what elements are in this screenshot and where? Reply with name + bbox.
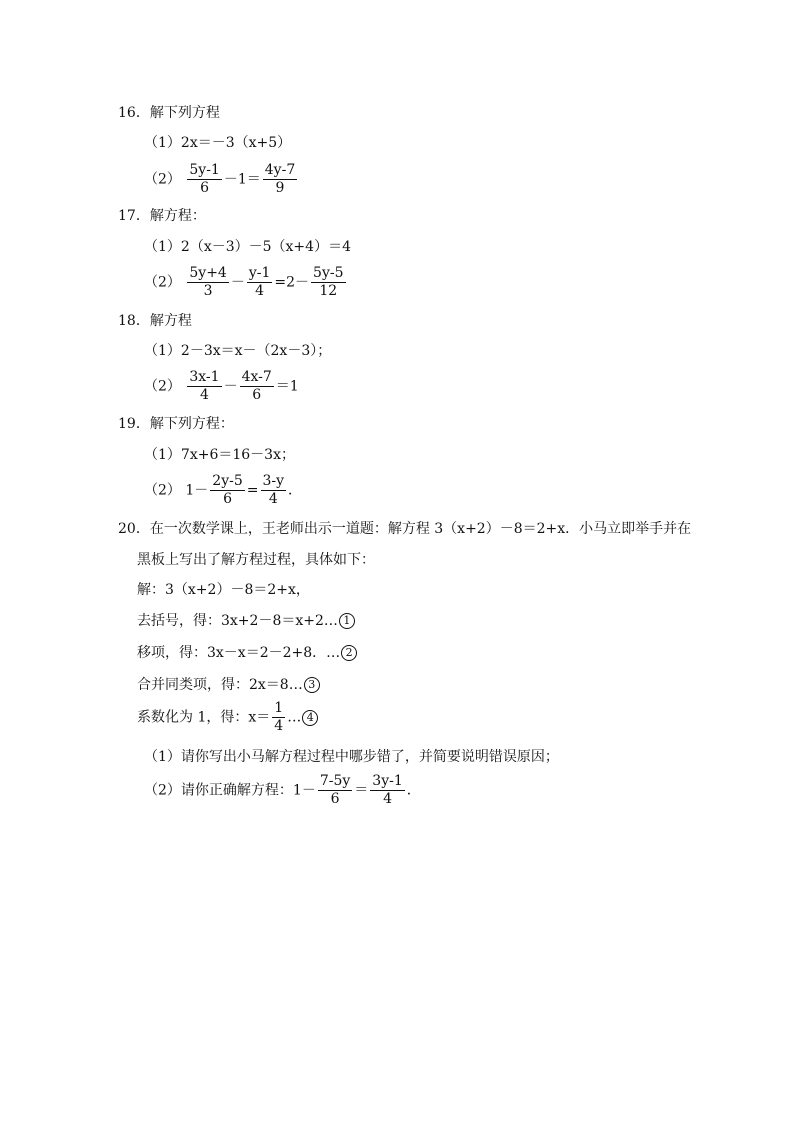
q18-part1-label: （1）	[144, 343, 181, 359]
operator: =	[246, 482, 259, 499]
q19-part1	[144, 445, 295, 465]
circled-number: 4	[302, 710, 318, 726]
step-text: 系数化为 1，得：x＝	[137, 709, 271, 726]
denominator: 4	[274, 718, 284, 734]
fraction	[247, 265, 273, 300]
q16-part2-label: （2）	[144, 171, 181, 188]
fraction	[261, 473, 287, 508]
fraction	[210, 473, 244, 508]
q20-part2	[144, 773, 421, 808]
operator: 1－	[185, 482, 209, 499]
q20-step3	[137, 675, 320, 695]
numerator: 3y-1	[372, 773, 403, 789]
q17-part2	[144, 265, 348, 300]
fraction	[187, 265, 228, 300]
q18-part1	[144, 341, 331, 361]
fraction	[311, 265, 345, 300]
numerator: 3-y	[262, 473, 285, 489]
denominator: 6	[330, 791, 340, 807]
q16-part1-equation: 2x＝－3（x+5）	[180, 135, 292, 151]
q16-title: 16．解下列方程	[118, 105, 220, 121]
operator: ＝1	[275, 378, 299, 395]
step-text: 合并同类项，得：2x＝8…	[137, 677, 303, 693]
circled-number: 1	[339, 613, 355, 629]
operator: －1＝	[223, 171, 261, 188]
operator: －	[223, 378, 238, 395]
fraction	[187, 369, 221, 404]
numerator: 5y-1	[189, 162, 220, 178]
q16-part1	[144, 133, 291, 153]
numerator: 4x-7	[241, 369, 272, 385]
operator: ．	[406, 782, 421, 799]
denominator: 3	[203, 283, 213, 299]
numerator: 2y-5	[212, 473, 243, 489]
fraction	[272, 700, 285, 735]
numerator: y-1	[248, 265, 271, 281]
q19-part1-equation: 7x+6＝16－3x；	[180, 447, 295, 463]
operator: ．	[288, 482, 303, 499]
numerator: 1	[274, 700, 284, 716]
fraction	[370, 773, 404, 808]
step-text: 移项，得：3x－x＝2－2+8．…	[137, 645, 341, 661]
step-text: 去括号，得：3x+2－8＝x+2…	[137, 613, 338, 629]
q19-title: 19．解下列方程：	[118, 416, 234, 432]
fraction	[187, 162, 221, 197]
step-text: …	[287, 709, 302, 726]
denominator: 4	[255, 283, 265, 299]
q17-part1-equation: 2（x－3）－5（x+4）＝4	[180, 239, 351, 255]
numerator: 7-5y	[319, 773, 351, 789]
q20-line1: 20．在一次数学课上，王老师出示一道题：解方程 3（x+2）－8＝2+x．小马立即举手并在	[118, 521, 692, 537]
fraction	[263, 162, 297, 197]
denominator: 6	[252, 387, 262, 403]
q19-part1-label: （1）	[144, 447, 181, 463]
q18-title: 18．解方程	[118, 313, 192, 329]
denominator: 9	[275, 180, 285, 196]
denominator: 4	[268, 491, 278, 507]
operator: －	[230, 274, 245, 291]
q17-title: 17．解方程：	[118, 208, 206, 224]
q17-part1-label: （1）	[144, 239, 181, 255]
denominator: 6	[200, 180, 210, 196]
q18-part2-label: （2）	[144, 378, 181, 395]
q20-step1	[137, 611, 355, 631]
q19-part2-label: （2）	[144, 482, 181, 499]
q16-part2	[144, 162, 299, 197]
q20-step2	[137, 643, 357, 663]
q19-part2	[144, 473, 302, 508]
circled-number: 3	[304, 677, 320, 693]
numerator: 5y+4	[189, 265, 227, 281]
q20-line3: 解：3（x+2）－8＝2+x，	[137, 582, 310, 598]
q16-part1-label: （1）	[144, 135, 181, 151]
step-text: （2）请你正确解方程：1－	[144, 782, 316, 799]
q17-part1	[144, 237, 351, 257]
denominator: 4	[383, 791, 392, 807]
numerator: 4y-7	[264, 162, 296, 178]
q18-part1-equation: 2－3x＝x－（2x－3）；	[180, 343, 332, 359]
q17-part2-label: （2）	[144, 274, 181, 291]
numerator: 5y-5	[313, 265, 344, 281]
circled-number: 2	[341, 645, 357, 661]
q20-line2: 黑板上写出了解方程过程，具体如下：	[137, 552, 375, 568]
fraction	[240, 369, 274, 404]
fraction	[318, 773, 352, 808]
denominator: 4	[200, 387, 209, 403]
denominator: 6	[223, 491, 232, 507]
numerator: 3x-1	[189, 369, 220, 385]
operator: ＝	[354, 782, 369, 799]
q20-step4	[137, 700, 318, 735]
q18-part2	[144, 369, 299, 404]
denominator: 12	[319, 283, 338, 299]
operator: =2－	[274, 274, 310, 291]
q20-part1: （1）请你写出小马解方程过程中哪步错了，并简要说明错误原因；	[144, 749, 559, 765]
